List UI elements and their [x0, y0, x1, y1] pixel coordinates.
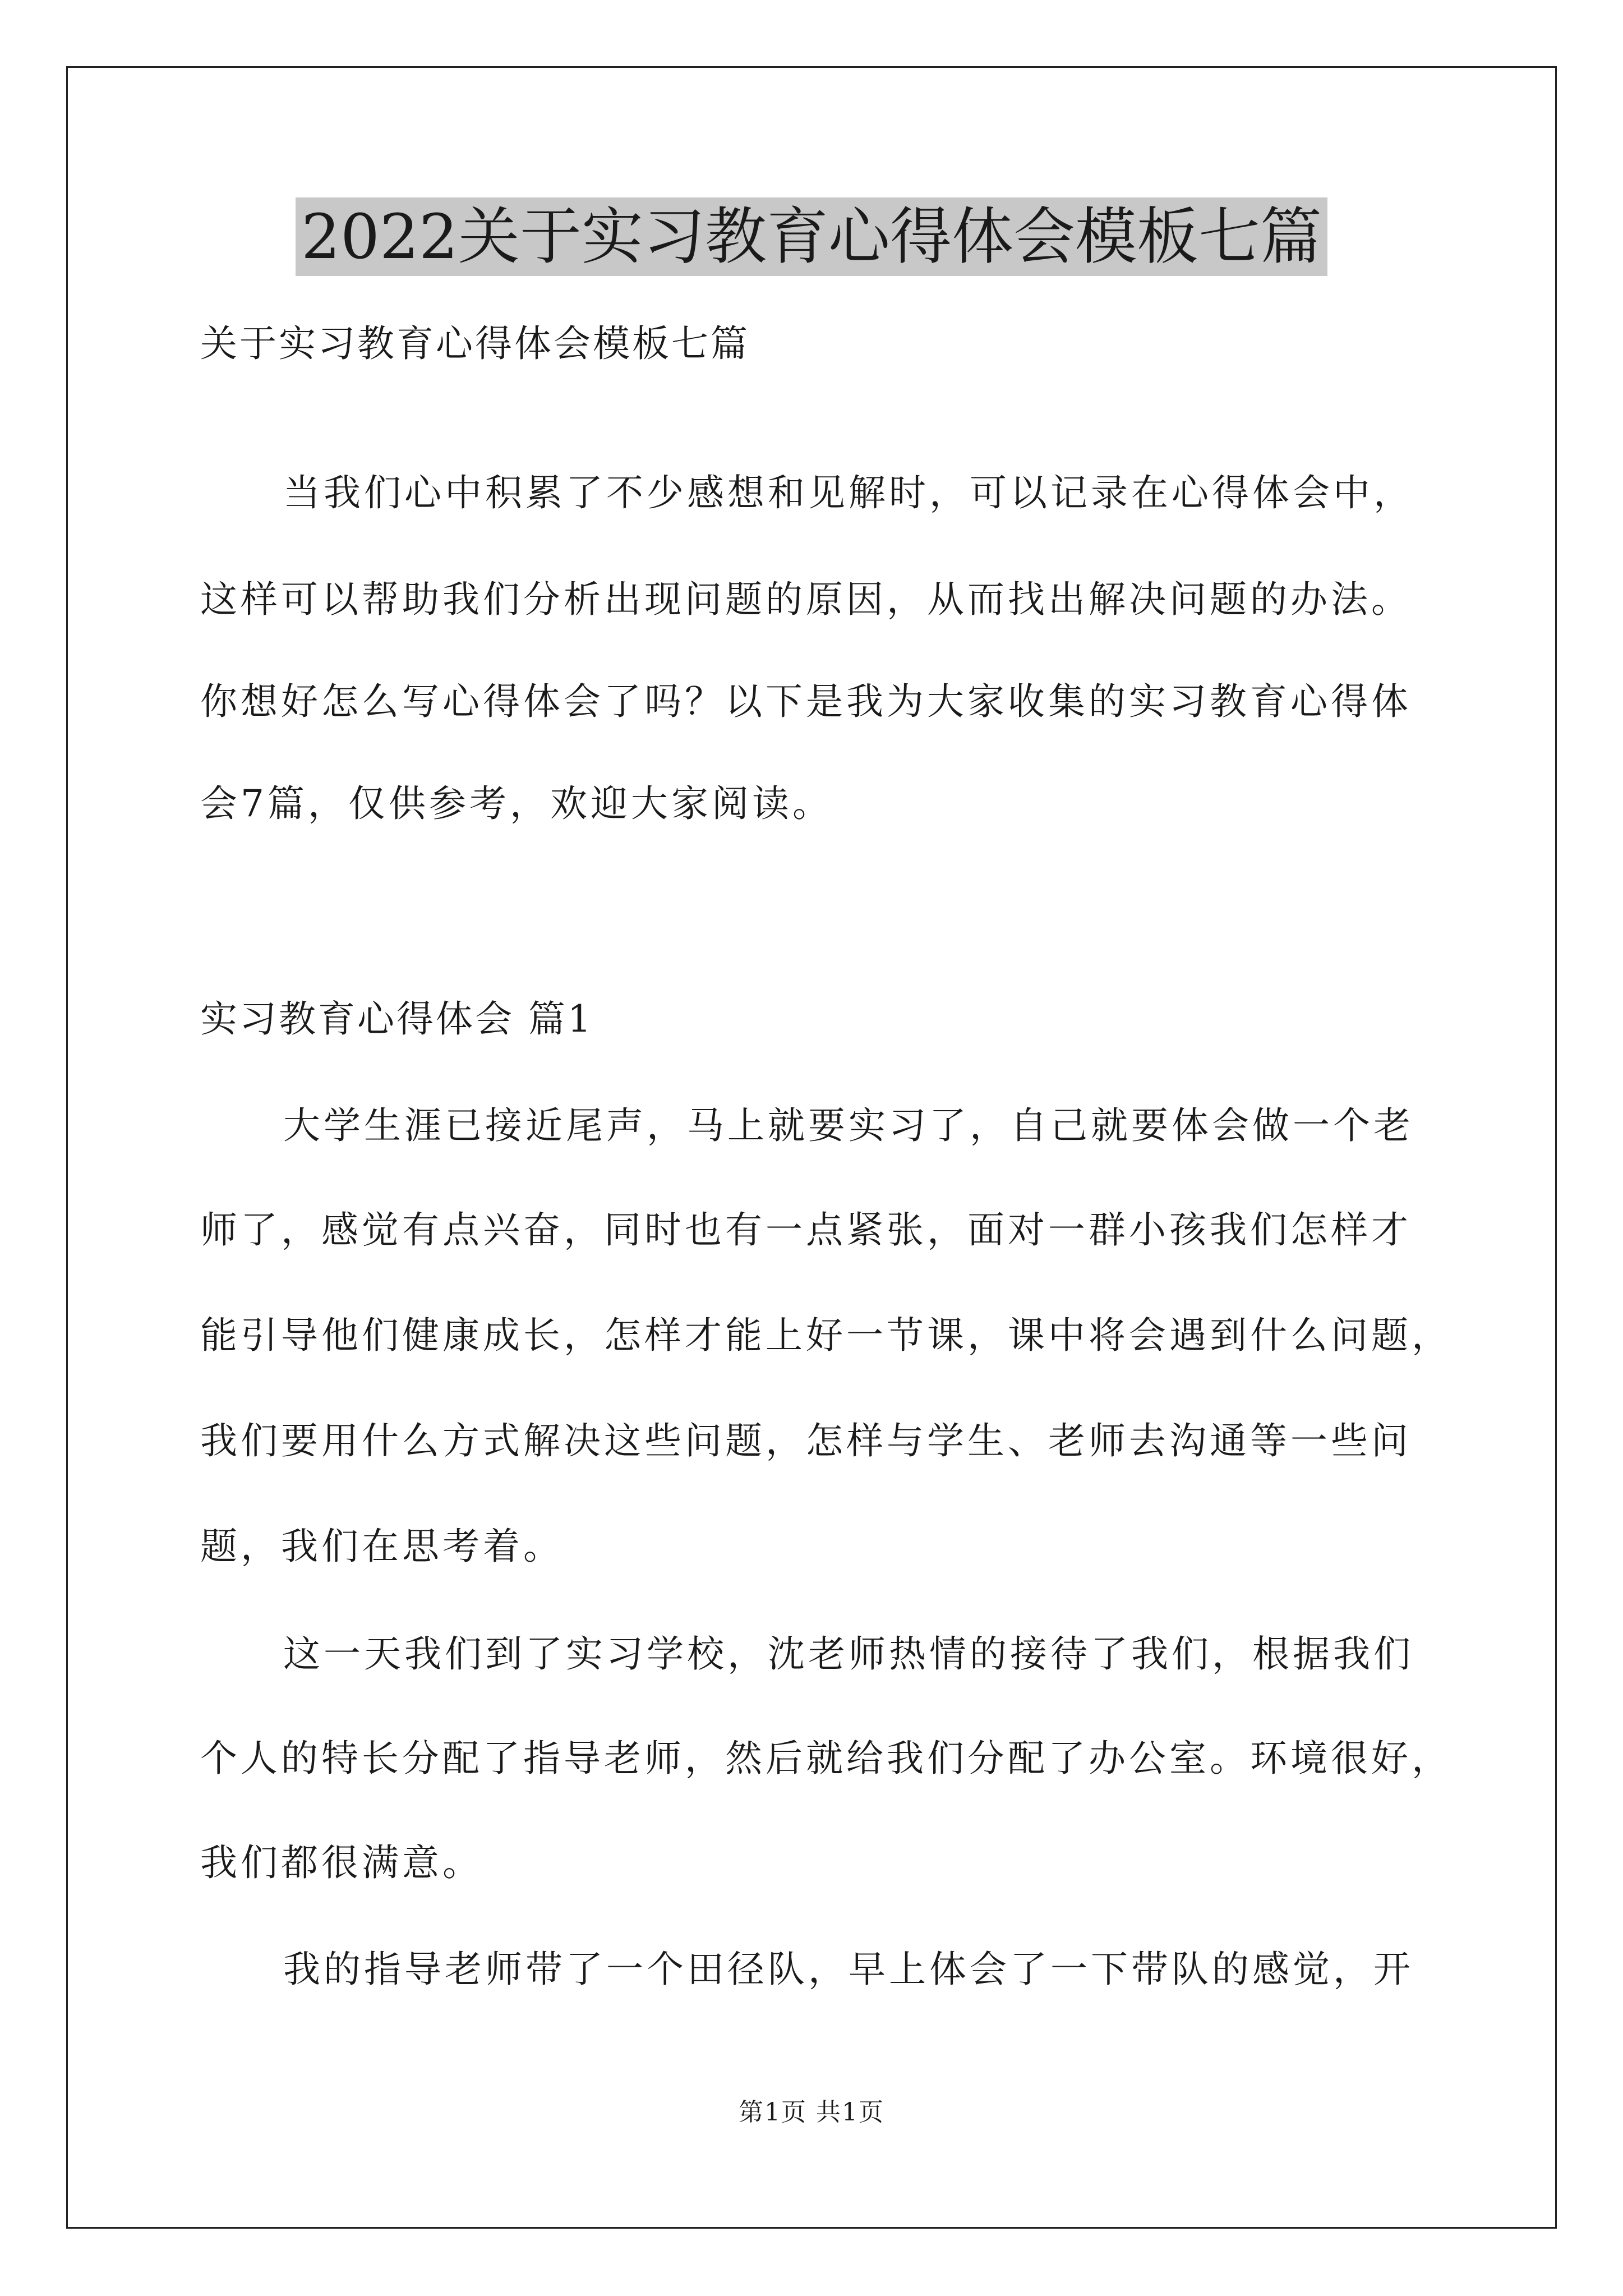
paragraph-line: 个人的特长分配了指导老师，然后就给我们分配了办公室。环境很好，: [200, 1737, 1452, 1780]
paragraph-line: 我们都很满意。: [200, 1841, 483, 1884]
document-subtitle: 关于实习教育心得体会模板七篇: [200, 322, 750, 365]
paragraph-line: 这一天我们到了实习学校，沈老师热情的接待了我们，根据我们: [283, 1632, 1414, 1676]
intro-line: 当我们心中积累了不少感想和见解时，可以记录在心得体会中，: [283, 471, 1414, 514]
document-title: 2022关于实习教育心得体会模板七篇: [296, 197, 1327, 276]
paragraph-line: 题，我们在思考着。: [200, 1525, 564, 1568]
paragraph-line: 大学生涯已接近尾声，马上就要实习了，自己就要体会做一个老: [283, 1104, 1414, 1147]
section-heading: 实习教育心得体会 篇1: [200, 997, 593, 1041]
paragraph-line: 师了，感觉有点兴奋，同时也有一点紧张，面对一群小孩我们怎样才: [200, 1208, 1412, 1251]
page-footer: 第1页 共1页: [739, 2098, 884, 2127]
title-container: [0, 197, 1623, 276]
paragraph-line: 我们要用什么方式解决这些问题，怎样与学生、老师去沟通等一些问: [200, 1419, 1412, 1462]
intro-line: 会7篇，仅供参考，欢迎大家阅读。: [200, 782, 833, 825]
intro-line: 你想好怎么写心得体会了吗？以下是我为大家收集的实习教育心得体: [200, 680, 1412, 723]
paragraph-line: 我的指导老师带了一个田径队，早上体会了一下带队的感觉，开: [283, 1948, 1414, 1991]
intro-line: 这样可以帮助我们分析出现问题的原因，从而找出解决问题的办法。: [200, 578, 1412, 621]
paragraph-line: 能引导他们健康成长，怎样才能上好一节课，课中将会遇到什么问题，: [200, 1314, 1452, 1357]
